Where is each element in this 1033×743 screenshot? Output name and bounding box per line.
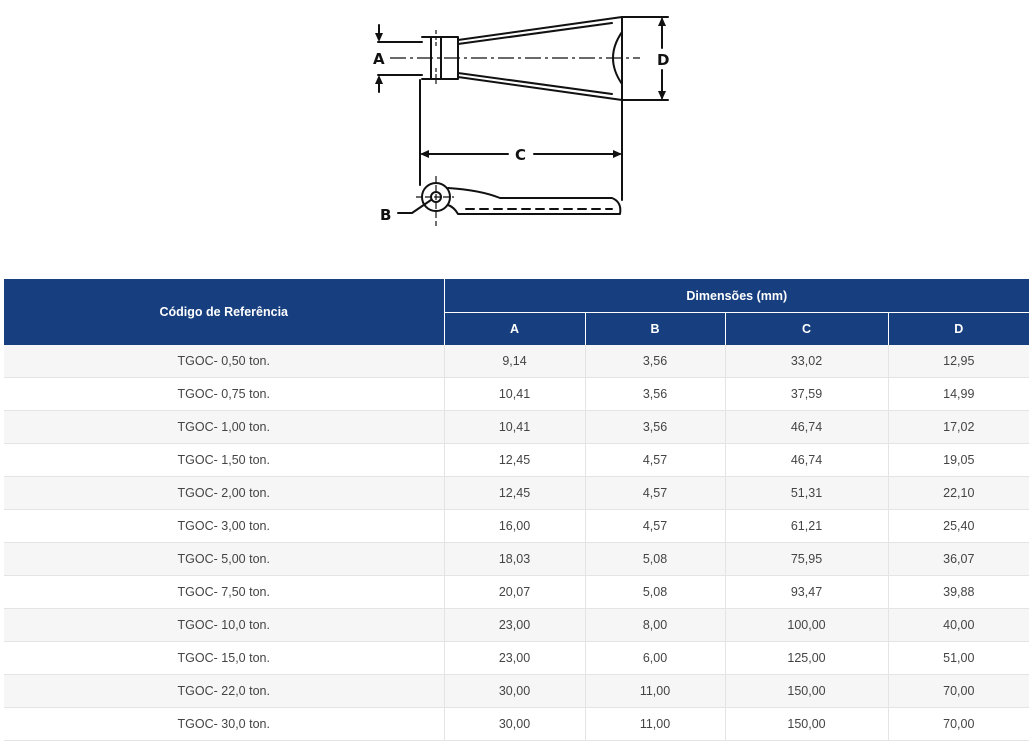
cell-reference: TGOC- 0,50 ton.: [4, 345, 444, 378]
table-body: [4, 345, 1029, 741]
cell-reference: TGOC- 22,0 ton.: [4, 675, 444, 708]
cell-c: 37,59: [725, 378, 888, 411]
arrowhead-c-left: [420, 150, 429, 158]
cell-c: 150,00: [725, 675, 888, 708]
cell-b: 4,57: [585, 444, 725, 477]
table-row: [4, 675, 1029, 708]
cell-d: 22,10: [888, 477, 1029, 510]
arrowhead-d-bottom: [658, 91, 666, 100]
arrowhead-a-top: [375, 33, 383, 42]
dim-label-a: A: [373, 50, 385, 68]
dim-label-d: D: [657, 51, 670, 69]
header-col-a: A: [444, 313, 585, 346]
arrowhead-a-bottom: [375, 75, 383, 84]
cell-a: 12,45: [444, 477, 585, 510]
cell-a: 10,41: [444, 411, 585, 444]
table-row: [4, 576, 1029, 609]
cell-c: 125,00: [725, 642, 888, 675]
cell-a: 23,00: [444, 642, 585, 675]
cell-reference: TGOC- 5,00 ton.: [4, 543, 444, 576]
cell-a: 30,00: [444, 675, 585, 708]
cell-b: 3,56: [585, 378, 725, 411]
header-col-d: D: [888, 313, 1029, 346]
cell-reference: TGOC- 7,50 ton.: [4, 576, 444, 609]
cell-a: 23,00: [444, 609, 585, 642]
cell-a: 12,45: [444, 444, 585, 477]
cell-c: 46,74: [725, 444, 888, 477]
cell-a: 20,07: [444, 576, 585, 609]
cell-d: 25,40: [888, 510, 1029, 543]
cell-b: 4,57: [585, 477, 725, 510]
cell-b: 5,08: [585, 543, 725, 576]
cell-b: 6,00: [585, 642, 725, 675]
sleeve-inner-bottom: [458, 73, 612, 94]
cell-a: 18,03: [444, 543, 585, 576]
header-col-c: C: [725, 313, 888, 346]
dim-label-b: B: [380, 206, 392, 224]
cell-reference: TGOC- 2,00 ton.: [4, 477, 444, 510]
cell-reference: TGOC- 3,00 ton.: [4, 510, 444, 543]
cell-reference: TGOC- 30,0 ton.: [4, 708, 444, 741]
cell-d: 39,88: [888, 576, 1029, 609]
cell-c: 75,95: [725, 543, 888, 576]
cell-d: 70,00: [888, 675, 1029, 708]
cell-reference: TGOC- 15,0 ton.: [4, 642, 444, 675]
cell-b: 5,08: [585, 576, 725, 609]
arrowhead-d-top: [658, 17, 666, 26]
cell-b: 4,57: [585, 510, 725, 543]
sleeve-inner-top: [458, 23, 612, 44]
cell-a: 16,00: [444, 510, 585, 543]
dimensions-table: [4, 279, 1029, 741]
table-row: [4, 444, 1029, 477]
cell-d: 14,99: [888, 378, 1029, 411]
cell-c: 150,00: [725, 708, 888, 741]
cell-c: 61,21: [725, 510, 888, 543]
table-row: [4, 477, 1029, 510]
cell-b: 11,00: [585, 708, 725, 741]
cell-d: 36,07: [888, 543, 1029, 576]
cell-d: 70,00: [888, 708, 1029, 741]
cell-a: 10,41: [444, 378, 585, 411]
cell-reference: TGOC- 1,50 ton.: [4, 444, 444, 477]
table-row: [4, 543, 1029, 576]
cell-d: 19,05: [888, 444, 1029, 477]
dim-label-c: C: [515, 146, 527, 164]
cell-reference: TGOC- 0,75 ton.: [4, 378, 444, 411]
side-body: [448, 188, 620, 214]
cell-c: 51,31: [725, 477, 888, 510]
cell-d: 17,02: [888, 411, 1029, 444]
table-row: [4, 708, 1029, 741]
header-dimensions: Dimensões (mm): [444, 279, 1029, 313]
cell-a: 30,00: [444, 708, 585, 741]
table-row: [4, 609, 1029, 642]
cell-d: 12,95: [888, 345, 1029, 378]
table-row: [4, 345, 1029, 378]
cell-b: 11,00: [585, 675, 725, 708]
cell-b: 3,56: [585, 411, 725, 444]
technical-drawing: [0, 0, 1033, 250]
table-row: [4, 411, 1029, 444]
table-row: [4, 642, 1029, 675]
cell-reference: TGOC- 1,00 ton.: [4, 411, 444, 444]
table-row: [4, 510, 1029, 543]
cell-d: 40,00: [888, 609, 1029, 642]
cell-c: 33,02: [725, 345, 888, 378]
header-reference: Código de Referência: [4, 279, 444, 345]
cell-reference: TGOC- 10,0 ton.: [4, 609, 444, 642]
cell-c: 46,74: [725, 411, 888, 444]
cell-c: 100,00: [725, 609, 888, 642]
header-col-b: B: [585, 313, 725, 346]
table-row: [4, 378, 1029, 411]
cell-b: 8,00: [585, 609, 725, 642]
arrowhead-c-right: [613, 150, 622, 158]
cell-d: 51,00: [888, 642, 1029, 675]
cell-c: 93,47: [725, 576, 888, 609]
cell-b: 3,56: [585, 345, 725, 378]
cell-a: 9,14: [444, 345, 585, 378]
